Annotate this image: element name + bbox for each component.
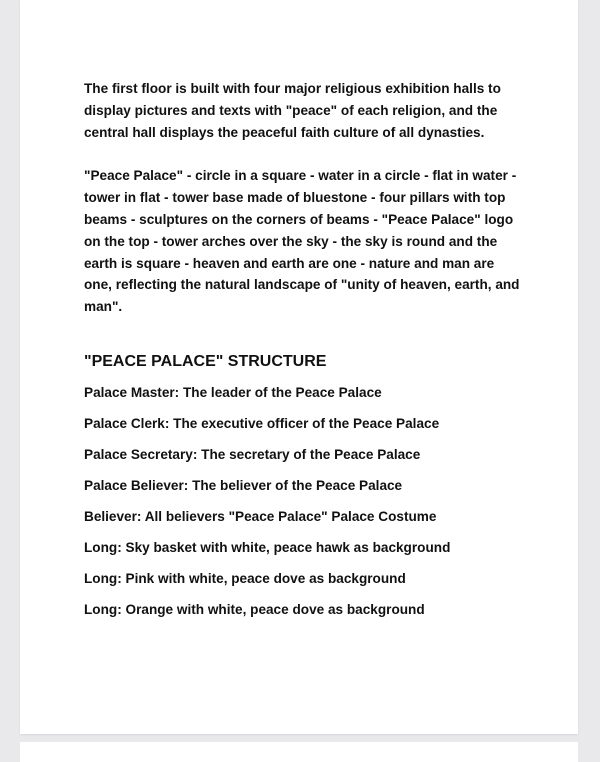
paragraph-first-floor: The first floor is built with four major religious exhibition halls to display pictures and texts with "peace" of each religion, and the central hall displays the peaceful faith culture of all dynasties. — [84, 81, 501, 140]
list-item: Palace Believer: The believer of the Peace Palace — [84, 477, 403, 493]
section-heading-structure: "PEACE PALACE" STRUCTURE — [84, 352, 327, 370]
list-item: Long: Pink with white, peace dove as background — [84, 570, 406, 586]
page-content — [84, 78, 524, 630]
list-item: Long: Orange with white, peace dove as background — [84, 601, 425, 617]
next-page-edge — [20, 742, 578, 762]
list-item: Palace Clerk: The executive officer of the Peace Palace — [84, 415, 440, 431]
list-item: Palace Secretary: The secretary of the Peace Palace — [84, 446, 421, 462]
list-item: Long: Sky basket with white, peace hawk as background — [84, 539, 451, 555]
list-item: Believer: All believers "Peace Palace" Palace Costume — [84, 508, 437, 524]
document-page — [20, 0, 578, 734]
paragraph-peace-palace-description: "Peace Palace" - circle in a square - water in a circle - flat in water - tower in flat - tower base made of bluestone - four pillars with top beams - sculptures on the corners of beams - "Peace Palace" logo on the top - tower arches over the sky - the sky is round and the earth is square - heaven and earth are one - nature and man are one, reflecting the natural landscape of "unity of heaven, earth, and man". — [84, 168, 520, 315]
structure-list — [84, 382, 524, 621]
list-item: Palace Master: The leader of the Peace Palace — [84, 384, 382, 400]
